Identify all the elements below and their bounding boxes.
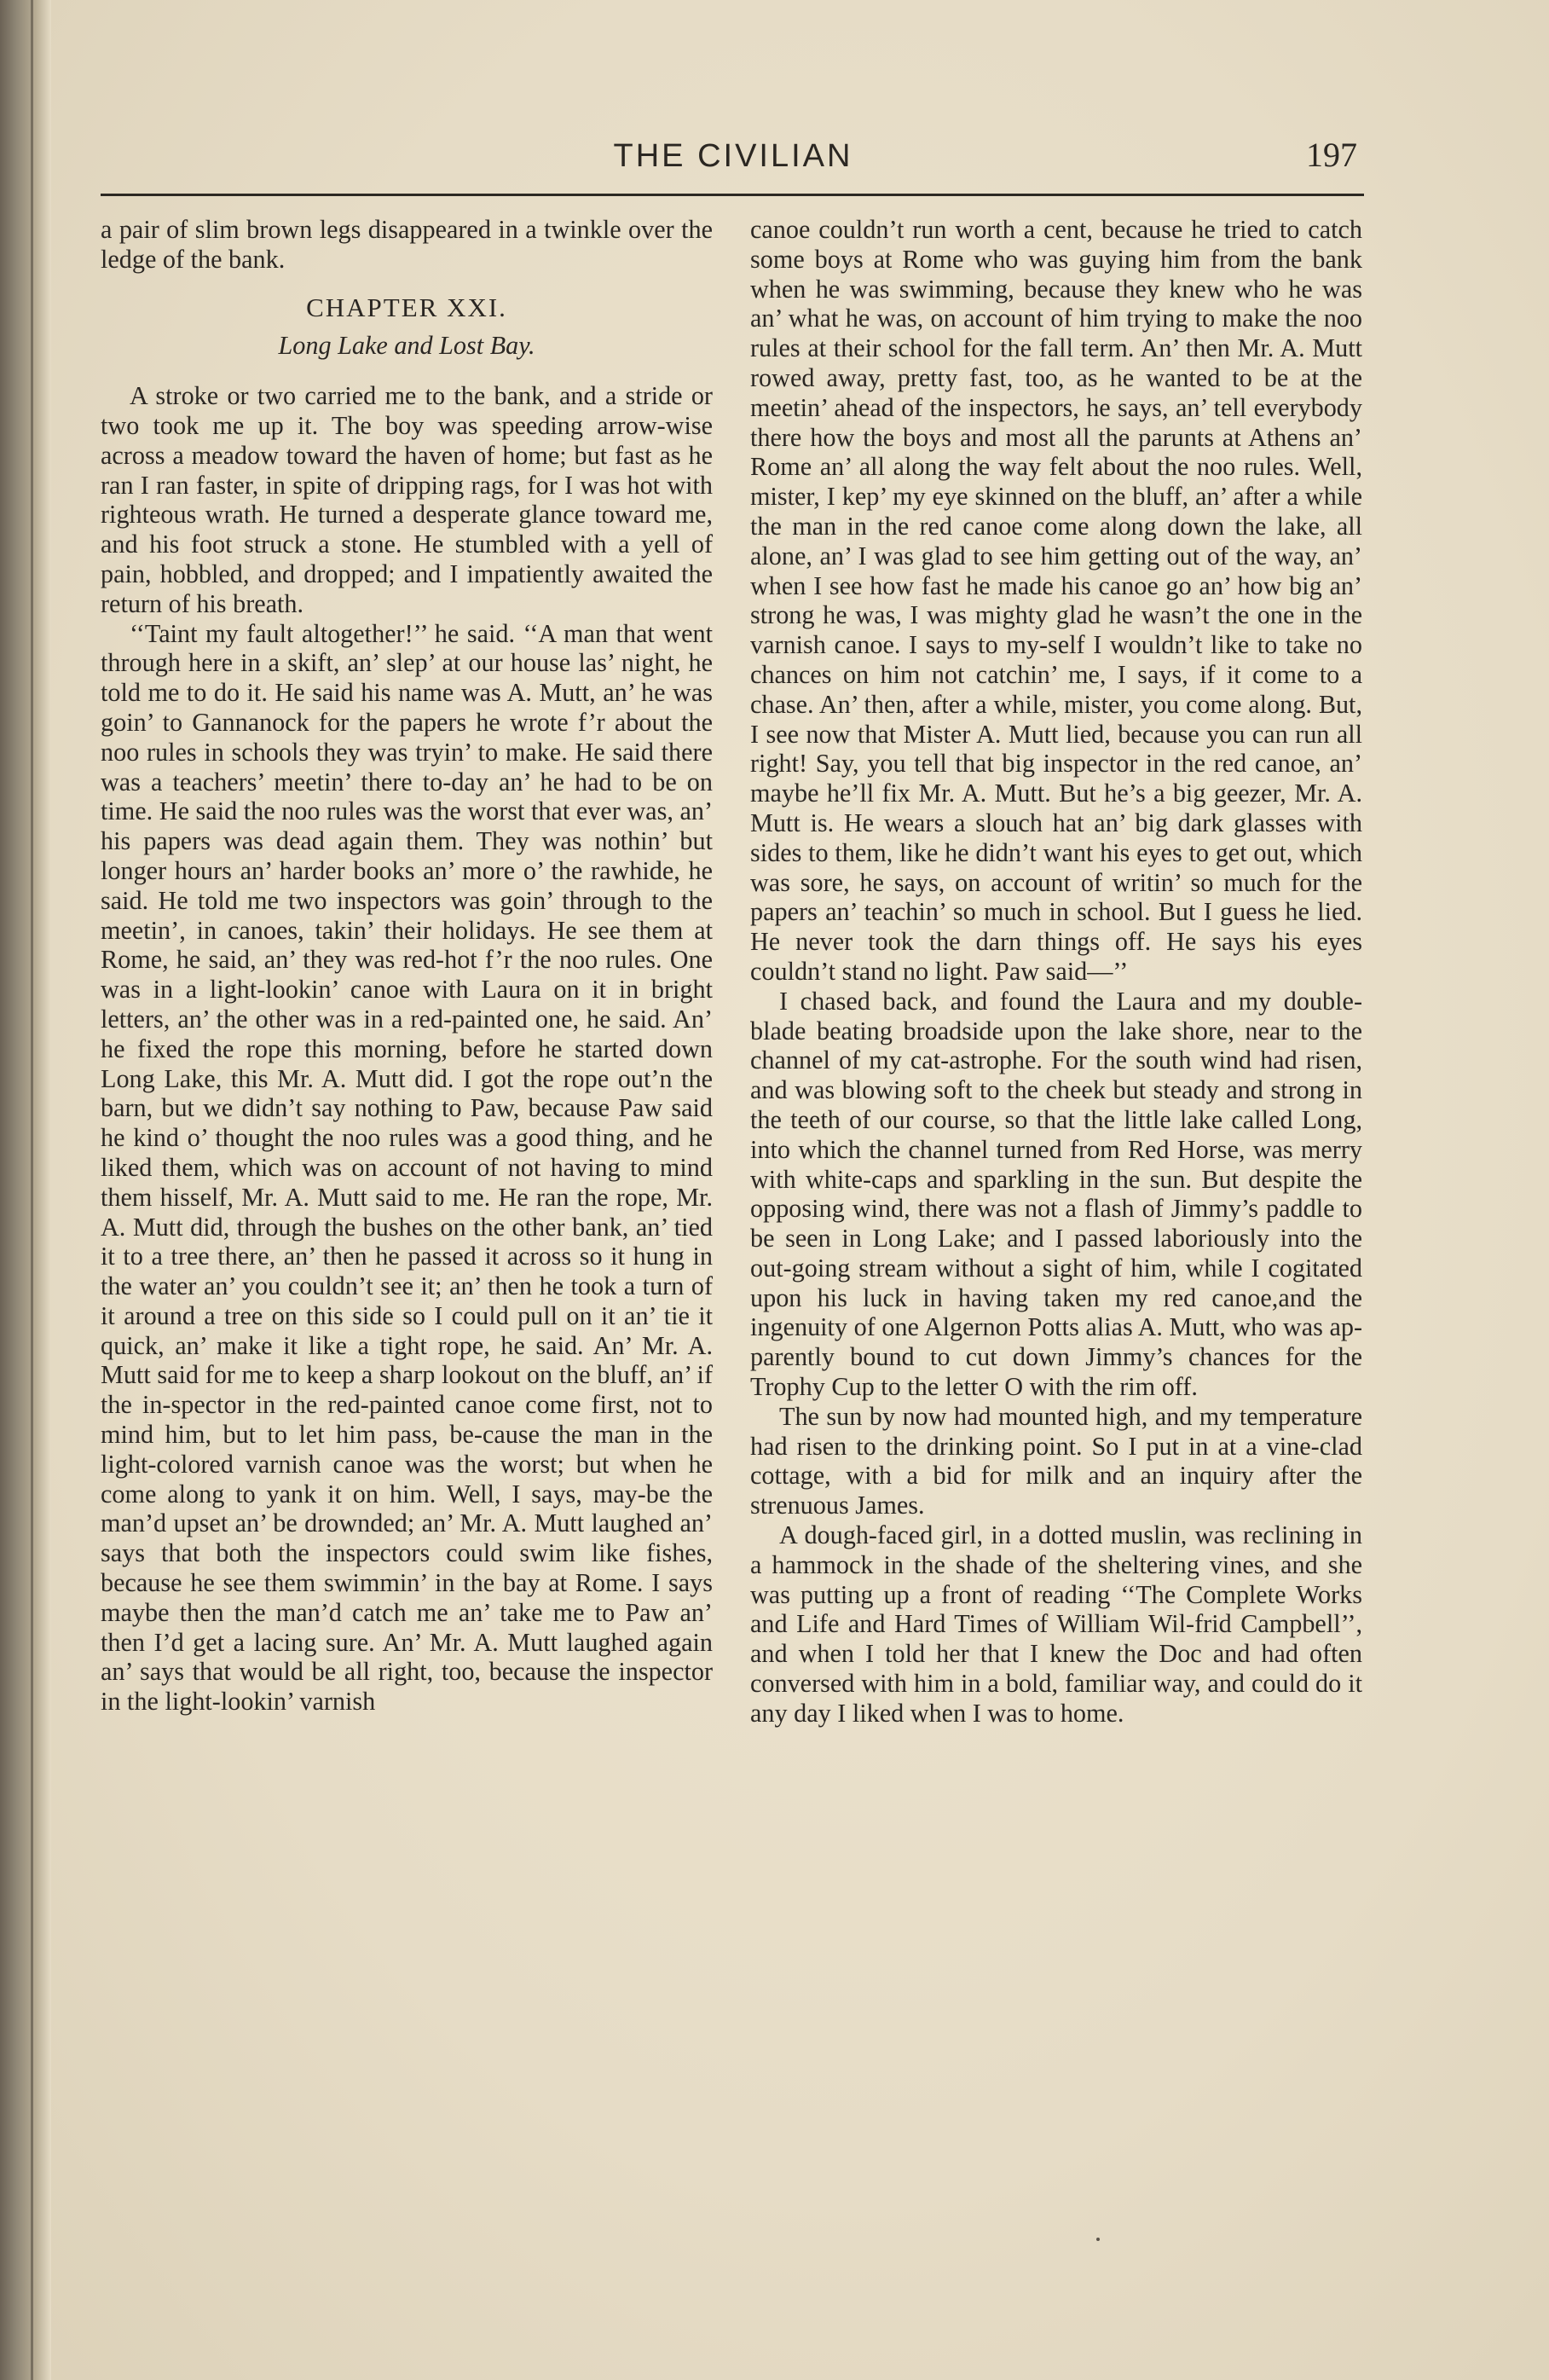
page-number: 197 <box>1306 136 1357 174</box>
paragraph: a pair of slim brown legs disappeared in a twinkle over the ledge of the bank. <box>101 215 713 274</box>
paragraph: canoe couldn’t run worth a cent, because he tried to catch some boys at Rome who was guying him from the bank when he was swimming, because they knew who he was an’ what he was, on account of him trying to make the noo rules at their school for the fall term. An’ then Mr. A. Mutt rowed away, pretty fast, too, as he wanted to be at the meetin’ ahead of the inspectors, he says, an’ tell everybody there how the boys and most all the parunts at Athens an’ Rome an’ all along the way felt about the noo rules. Well, mister, I kep’ my eye skinned on the bluff, an’ after a while the man in the red canoe come along down the lake, all alone, an’ I was glad to see him getting out of the way, an’ when I see how fast he made his canoe go an’ how big an’ strong he was, I was mighty glad he wasn’t the one in the varnish canoe. I says to my-self I wouldn’t like to take no chances on him not catchin’ me, I says, if it come to a chase. An’ then, after a while, mister, you come along. But, I see now that Mister A. Mutt lied, because you can run all right! Say, you tell that big inspector in the red canoe, an’ maybe he’ll fix Mr. A. Mutt. But he’s a big geezer, Mr. A. Mutt is. He wears a slouch hat an’ big dark glasses with sides to them, like he didn’t want his eyes to get out, which was sore, he says, on account of writin’ so much for the papers an’ teachin’ so much in school. But I guess he lied. He never took the darn things off. He says his eyes couldn’t stand no light. Paw said—’’ <box>750 215 1362 986</box>
binding-edge <box>31 0 33 2380</box>
paragraph: A dough-faced girl, in a dotted muslin, was reclining in a hammock in the shade of the sheltering vines, and she was putting up a front of reading ‘‘The Complete Works and Life and Hard Times of William Wil-frid Campbell’’, and when I told her that I knew the Doc and had often conversed with him in a bold, familiar way, and could do it any day I liked when I was to home. <box>750 1520 1362 1728</box>
chapter-subtitle: Long Lake and Lost Bay. <box>278 331 535 361</box>
paragraph: ‘‘Taint my fault altogether!’’ he said. ‘‘A man that went through here in a skift, an’ slep’ at our house las’ night, he told me to do it. He said his name was A. Mutt, an’ he was goin’ to Gannanock for the papers he wrote f’r about the noo rules in schools they was tryin’ to make. He said there was a teachers’ meetin’ there to-day an’ he had to be on time. He said the noo rules was the worst that ever was, an’ his papers was dead again them. They was nothin’ but longer hours an’ harder books an’ more o’ the rawhide, he said. He told me two inspectors was goin’ through to the meetin’, in canoes, takin’ their holidays. He see them at Rome, he said, an’ they was red-hot f’r the noo rules. One was in a light-lookin’ canoe with Laura on it in bright letters, an’ the other was in a red-painted one, he said. An’ he fixed the rope this morning, before he started down Long Lake, this Mr. A. Mutt did. I got the rope out’n the barn, but we didn’t say nothing to Paw, because Paw said he kind o’ thought the noo rules was a good thing, and he liked them, which was on account of not having to mind them hisself, Mr. A. Mutt said to me. He ran the rope, Mr. A. Mutt did, through the bushes on the other bank, an’ tied it to a tree there, an’ then he passed it across so it hung in the water an’ you couldn’t see it; an’ then he took a turn of it around a tree on this side so I could pull on it an’ tie it quick, an’ make it like a tight rope, he said. An’ Mr. A. Mutt said for me to keep a sharp lookout on the bluff, an’ if the in-spector in the red-painted canoe come first, not to mind him, but to let him pass, be-cause the man in the light-colored varnish canoe was the worst; but when he come along to yank it on him. Well, I says, may-be the man’d upset an’ be drownded; an’ Mr. A. Mutt laughed an’ says that both the inspectors could swim like fishes, because he see them swimmin’ in the bay at Rome. I says maybe then the man’d catch me an’ take me to Paw an’ then I’d get a lacing sure. An’ Mr. A. Mutt laughed again an’ says that would be all right, too, because the inspector in the light-lookin’ varnish <box>101 618 713 1717</box>
running-header <box>102 135 1364 182</box>
running-title: THE CIVILIAN <box>613 138 853 174</box>
ink-speck <box>1096 2238 1100 2241</box>
paragraph: I chased back, and found the Laura and my double-blade beating broadside upon the lake shore, near to the channel of my cat-astrophe. For the south wind had risen, and was blowing soft to the cheek but steady and strong in the teeth of our course, so that the little lake called Long, into which the channel turned from Red Horse, was merry with white-caps and sparkling in the sun. But despite the opposing wind, there was not a flash of Jimmy’s paddle to be seen in Long Lake; and I passed laboriously into the out-going stream without a sight of him, while I cogitated upon his luck in having taken my red canoe,and the ingenuity of one Algernon Potts alias A. Mutt, who was ap-parently bound to cut down Jimmy’s chances for the Trophy Cup to the letter O with the rim off. <box>750 986 1362 1402</box>
book-binding-shadow <box>0 0 51 2380</box>
chapter-heading: CHAPTER XXI. <box>306 292 507 322</box>
left-column <box>101 215 713 1717</box>
right-column <box>750 215 1362 1729</box>
paragraph: A stroke or two carried me to the bank, and a stride or two took me up it. The boy was speeding arrow-wise across a meadow toward the haven of home; but fast as he ran I ran faster, in spite of dripping rags, for I was hot with righteous wrath. He turned a desperate glance toward me, and his foot struck a stone. He stumbled with a yell of pain, hobbled, and dropped; and I impatiently awaited the return of his breath. <box>101 381 713 618</box>
header-rule <box>101 194 1364 196</box>
paragraph: The sun by now had mounted high, and my temperature had risen to the drinking point. So I put in at a vine-clad cottage, with a bid for milk and an inquiry after the strenuous James. <box>750 1401 1362 1520</box>
